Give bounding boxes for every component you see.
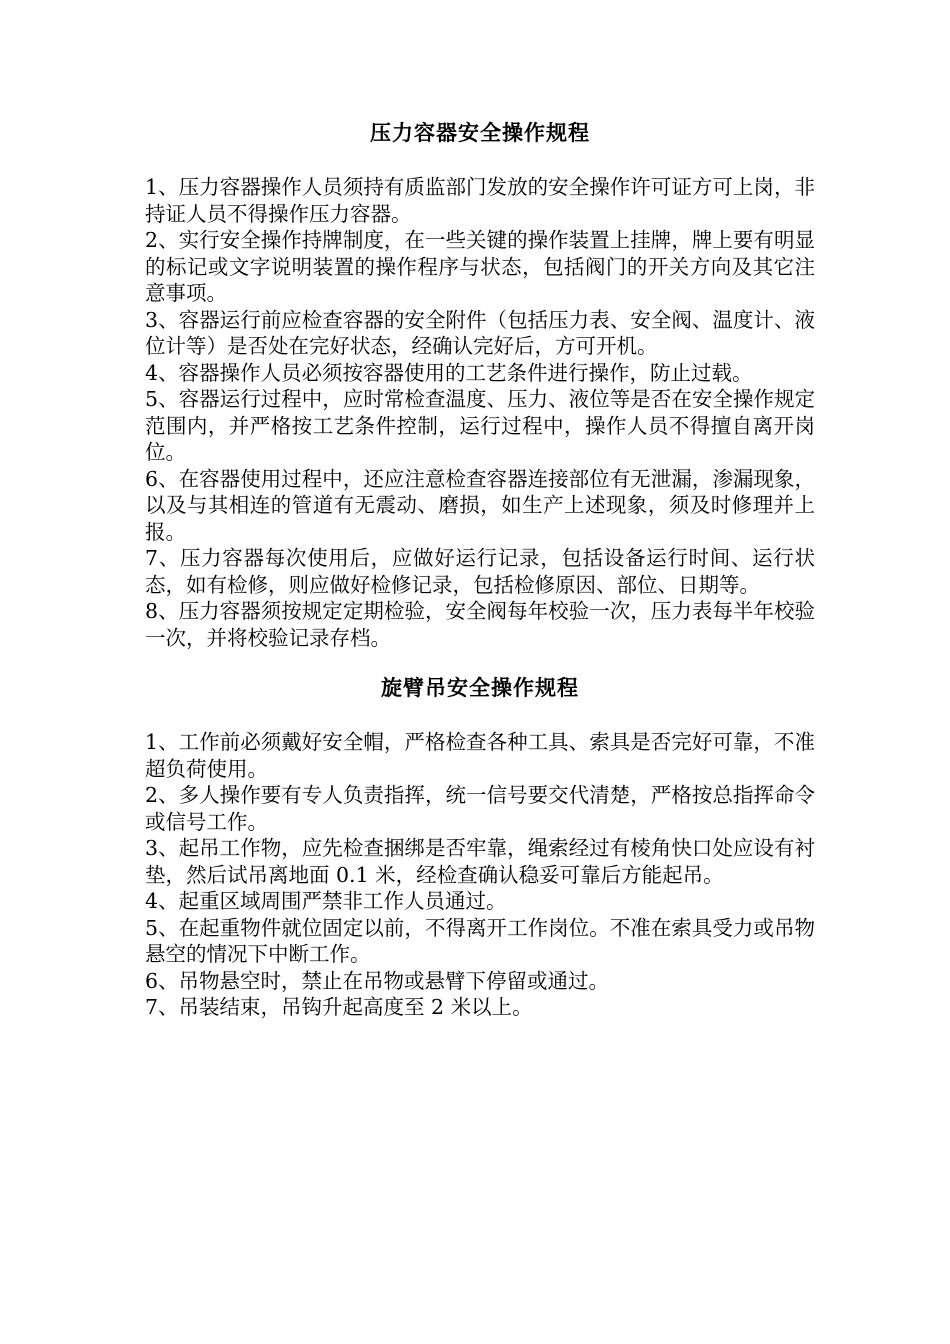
section-title-pressure-vessel: 压力容器安全操作规程 [370,121,590,145]
rule-item: 3、起吊工作物，应先检查捆绑是否牢靠，绳索经过有棱角快口处应设有衬垫，然后试吊离地面 0.1 米，经检查确认稳妥可靠后方能起吊。 [145,836,815,887]
rule-item: 1、工作前必须戴好安全帽，严格检查各种工具、索具是否完好可靠，不准超负荷使用。 [145,730,815,781]
rule-item: 6、在容器使用过程中，还应注意检查容器连接部位有无泄漏，渗漏现象，以及与其相连的管道有无震动、磨损，如生产上述现象，须及时修理并上报。 [145,466,815,544]
rule-item: 1、压力容器操作人员须持有质监部门发放的安全操作许可证方可上岗，非持证人员不得操作压力容器。 [145,175,815,226]
rule-item: 4、容器操作人员必须按容器使用的工艺条件进行操作，防止过载。 [145,360,753,385]
rule-item: 4、起重区域周围严禁非工作人员通过。 [145,889,507,913]
rule-item: 5、容器运行过程中，应时常检查温度、压力、液位等是否在安全操作规定范围内，并严格按工艺条件控制，运行过程中，操作人员不得擅自离开岗位。 [145,387,815,464]
rule-item: 7、吊装结束，吊钩升起高度至 2 米以上。 [145,995,533,1019]
rule-item: 6、吊物悬空时，禁止在吊物或悬臂下停留或通过。 [145,968,610,993]
section-title-jib-crane: 旋臂吊安全操作规程 [381,676,579,700]
document-body [145,118,815,1021]
rule-item: 5、在起重物件就位固定以前，不得离开工作岗位。不准在索具受力或吊物悬空的情况下中断工作。 [145,915,815,966]
pressure-vessel-rules [145,174,815,651]
rule-item: 7、压力容器每次使用后，应做好运行记录，包括设备运行时间、运行状态，如有检修，则应做好检修记录，包括检修原因、部位、日期等。 [145,546,815,597]
jib-crane-rules [145,729,815,1021]
rule-item: 2、实行安全操作持牌制度，在一些关键的操作装置上挂牌，牌上要有明显的标记或文字说明装置的操作程序与状态，包括阀门的开关方向及其它注意事项。 [145,228,815,305]
rule-item: 2、多人操作要有专人负责指挥，统一信号要交代清楚，严格按总指挥命令或信号工作。 [145,783,815,834]
rule-item: 3、容器运行前应检查容器的安全附件（包括压力表、安全阀、温度计、液位计等）是否处在完好状态，经确认完好后，方可开机。 [145,307,815,358]
rule-item: 8、压力容器须按规定定期检验，安全阀每年校验一次，压力表每半年校验一次，并将校验记录存档。 [145,599,815,650]
